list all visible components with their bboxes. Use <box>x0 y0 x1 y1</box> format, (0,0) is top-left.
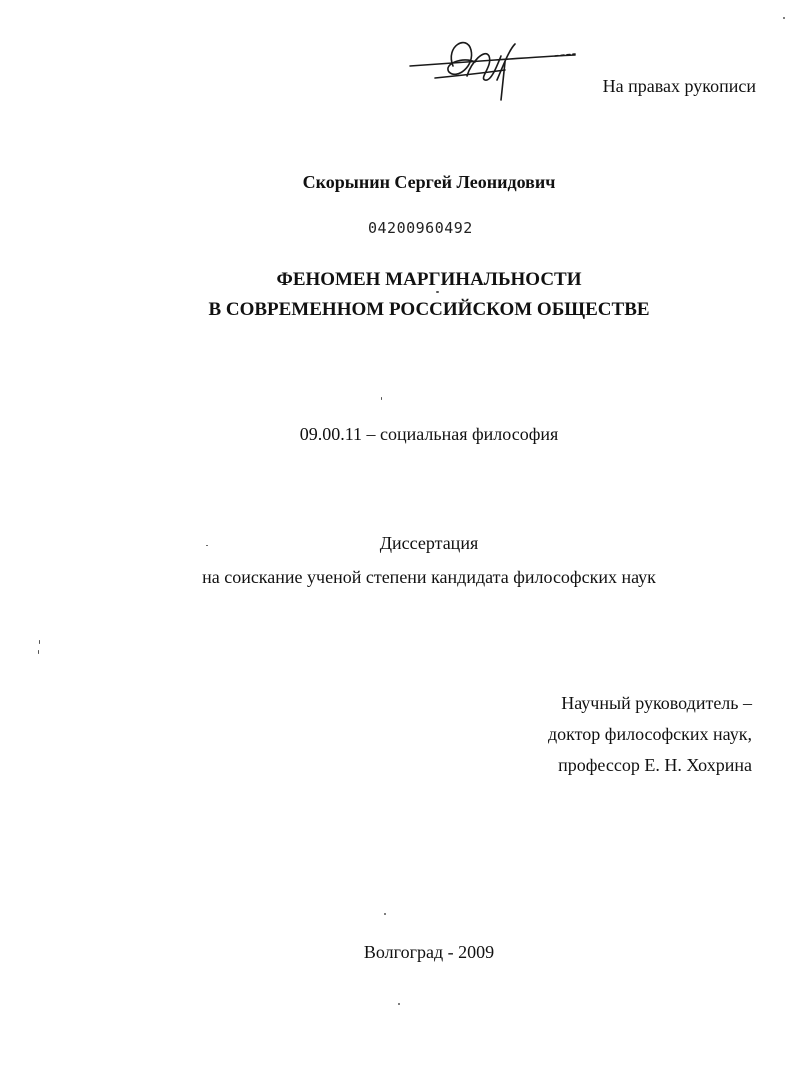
registration-code: 04200960492 <box>368 219 473 237</box>
dissertation-title <box>30 265 798 325</box>
rights-notice: На правах рукописи <box>602 76 756 96</box>
scan-speck <box>38 650 39 654</box>
supervisor-line-3: профессор Е. Н. Хохрина <box>558 755 752 775</box>
dissertation-type: Диссертация <box>379 533 479 553</box>
title-line-2: В СОВРЕМЕННОМ РОССИЙСКОМ ОБЩЕСТВЕ <box>208 299 650 320</box>
author-name: Скорынин Сергей Леонидович <box>302 172 556 192</box>
degree-description: на соискание ученой степени кандидата философских наук <box>202 567 656 587</box>
specialty-code: 09.00.11 – социальная философия <box>299 424 559 444</box>
scan-speck <box>384 913 386 915</box>
scan-speck <box>783 17 785 19</box>
supervisor-line-2: доктор философских наук, <box>548 724 752 744</box>
scan-speck <box>39 640 40 644</box>
title-line-1: ФЕНОМЕН МАРГИНАЛЬНОСТИ <box>276 269 582 290</box>
signature-icon <box>405 26 585 106</box>
scan-speck <box>398 1003 400 1005</box>
scan-speck <box>206 545 208 546</box>
scan-speck <box>436 291 439 293</box>
city-year: Волгоград - 2009 <box>363 942 495 962</box>
supervisor-block <box>548 688 752 781</box>
supervisor-line-1: Научный руководитель – <box>561 693 752 713</box>
scan-speck <box>381 397 382 400</box>
